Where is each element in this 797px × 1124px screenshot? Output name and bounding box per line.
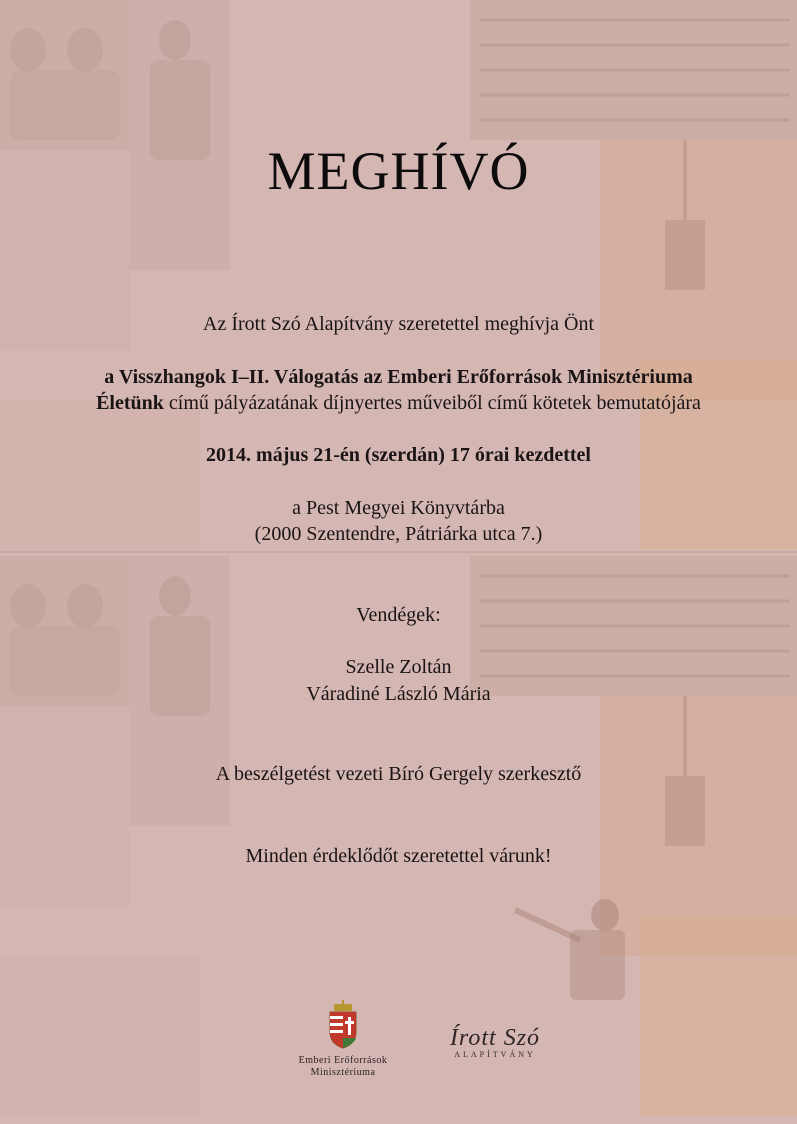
guests-label: Vendégek: [356,604,441,626]
irott-szo-logo [430,1025,560,1059]
event-title-line1: a Visszhangok I–II. Válogatás az Emberi Erőforrások Minisztériuma [104,366,693,388]
footer-logos [0,1000,797,1110]
event-title-line2 [0,392,797,414]
event-title-rest: című pályázatának díjnyertes műveiből című kötetek bemutatójára [163,392,701,414]
closing-text: Minden érdeklődőt szeretettel várunk! [245,845,552,867]
venue-address: (2000 Szentendre, Pátriárka utca 7.) [254,523,543,545]
guest-name: Szelle Zoltán [345,656,452,678]
moderator-text: A beszélgetést vezeti Bíró Gergely szerkesztő [215,763,582,785]
venue-name: a Pest Megyei Könyvtárba [292,497,505,519]
irott-szo-subtitle: ALAPÍTVÁNY [454,1050,536,1059]
irott-szo-name: Írott Szó [449,1025,541,1051]
emmi-name-line2: Minisztériuma [310,1067,376,1078]
event-title-bold: Életünk [96,392,164,414]
coat-of-arms-icon [326,1000,360,1050]
emmi-logo [275,1000,411,1079]
emmi-name-line1: Emberi Erőforrások [298,1055,388,1066]
event-date: 2014. május 21-én (szerdán) 17 órai kezdettel [206,444,591,466]
guest-name: Váradiné László Mária [306,683,491,705]
intro-text: Az Írott Szó Alapítvány szeretettel meghívja Önt [203,313,594,335]
page-title: MEGHÍVÓ [267,141,530,201]
